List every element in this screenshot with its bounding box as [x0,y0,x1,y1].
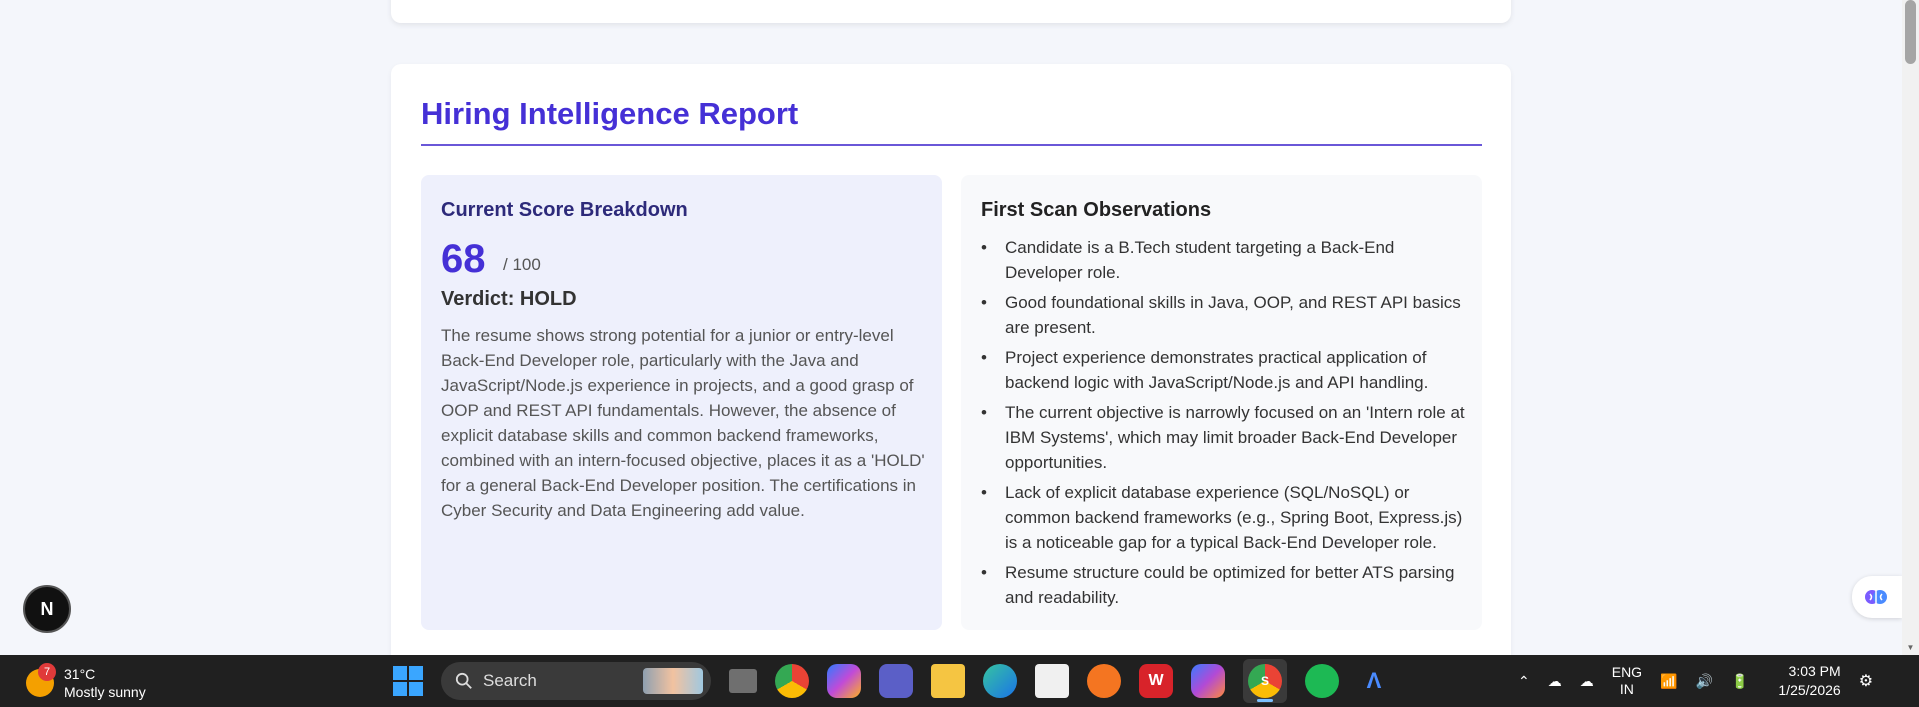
bullet-icon [981,290,991,315]
observation-text: Project experience demonstrates practical application of backend logic with JavaScript/Node.js and API handling. [1005,348,1429,392]
system-tray [1518,655,1873,707]
taskbar-search[interactable] [441,662,711,700]
score-heading: Current Score Breakdown [441,199,688,221]
volume-icon[interactable]: 🔊 [1695,672,1713,689]
bullet-icon [981,235,991,260]
cloud-backup-icon[interactable]: ☁ [1547,672,1562,689]
bullet-icon [981,480,991,505]
search-highlight-icon [643,668,703,694]
observation-text: The current objective is narrowly focused on an 'Intern role at IBM Systems', which may limit broader Back-End Developer opportunities. [1005,403,1465,472]
observations-panel [961,175,1482,630]
verdict: Verdict: HOLD [441,288,577,310]
list-item [981,235,1466,285]
scrollbar-thumb[interactable] [1905,0,1916,64]
score-summary: The resume shows strong potential for a junior or entry-level Back-End Developer role, particularly with the Java and JavaScript/Node.js experience in projects, and a good grasp of OOP and REST API fundamentals. However, the absence of explicit database skills and common backend frameworks, combined with an intern-focused objective, places it as a 'HOLD' for a general Back-End Developer position. The certifications in Cyber Security and Data Engineering add value. [441,326,925,520]
report-title: Hiring Intelligence Report [421,96,799,131]
list-item [981,560,1466,610]
crunchyroll-icon[interactable] [1087,664,1121,698]
weather-temp: 31°C [64,666,96,682]
bullet-icon [981,560,991,585]
observations-heading: First Scan Observations [981,199,1212,221]
hiring-report-card [391,64,1511,655]
clock-time: 3:03 PM [1788,663,1841,679]
nextjs-dev-badge[interactable]: N [23,585,71,633]
m365-copilot-icon[interactable] [1191,664,1225,698]
observation-text: Candidate is a B.Tech student targeting a Back-End Developer role. [1005,238,1395,282]
chevron-up-icon[interactable]: ⌃ [1518,672,1530,689]
copilot-icon[interactable] [827,664,861,698]
windows-taskbar [0,655,1919,707]
list-item [981,480,1466,555]
search-icon [455,672,473,690]
notification-icon[interactable]: ⚙ [1858,673,1874,690]
clock[interactable] [1778,662,1840,700]
weather-condition: Mostly sunny [64,684,146,700]
file-explorer-icon[interactable] [931,664,965,698]
weather-widget[interactable] [26,665,146,701]
score-breakdown-panel [421,175,942,630]
edge-icon[interactable] [983,664,1017,698]
chrome-profile-button[interactable] [1243,659,1287,703]
brain-icon [1864,585,1888,609]
score-max: / 100 [503,255,541,274]
language-indicator[interactable] [1612,664,1642,698]
spotify-icon[interactable] [1305,664,1339,698]
list-item [981,290,1466,340]
wifi-icon[interactable]: 📶 [1660,672,1678,689]
vertical-scrollbar[interactable] [1902,0,1919,655]
language-top: ENG [1611,664,1643,680]
list-item [981,345,1466,395]
wps-icon[interactable]: W [1139,664,1173,698]
onedrive-icon[interactable]: ☁ [1579,672,1594,689]
observation-text: Lack of explicit database experience (SQL/NoSQL) or common backend frameworks (e.g., Spring Boot, Express.js) is a noticeable gap for a typical Back-End Developer role. [1005,483,1463,552]
score-value: 68 [441,237,486,281]
teams-icon[interactable] [879,664,913,698]
search-label: Search [483,671,537,690]
bullet-icon [981,345,991,370]
battery-icon[interactable]: 🔋 [1730,672,1749,689]
taskbar-apps [393,663,1391,699]
app-a-icon[interactable]: Λ [1366,668,1382,693]
observation-text: Good foundational skills in Java, OOP, and REST API basics are present. [1005,293,1461,337]
language-bottom: IN [1619,681,1634,697]
bullet-icon [981,400,991,425]
observations-list [981,235,1466,615]
list-item [981,400,1466,475]
assistant-widget-button[interactable] [1852,576,1902,618]
clock-date: 1/25/2026 [1778,682,1841,698]
scroll-down-icon[interactable]: ▼ [1906,643,1915,652]
store-icon[interactable] [1035,664,1069,698]
weather-badge: 7 [38,663,56,681]
title-divider [421,144,1482,146]
chrome-profile-icon: S [1248,664,1282,698]
chrome-icon[interactable] [775,664,809,698]
task-view-icon[interactable] [729,669,757,693]
previous-card [391,0,1511,23]
windows-start-icon[interactable] [393,666,423,696]
weather-text [64,665,146,701]
sun-icon [26,666,54,697]
observation-text: Resume structure could be optimized for better ATS parsing and readability. [1005,563,1455,607]
